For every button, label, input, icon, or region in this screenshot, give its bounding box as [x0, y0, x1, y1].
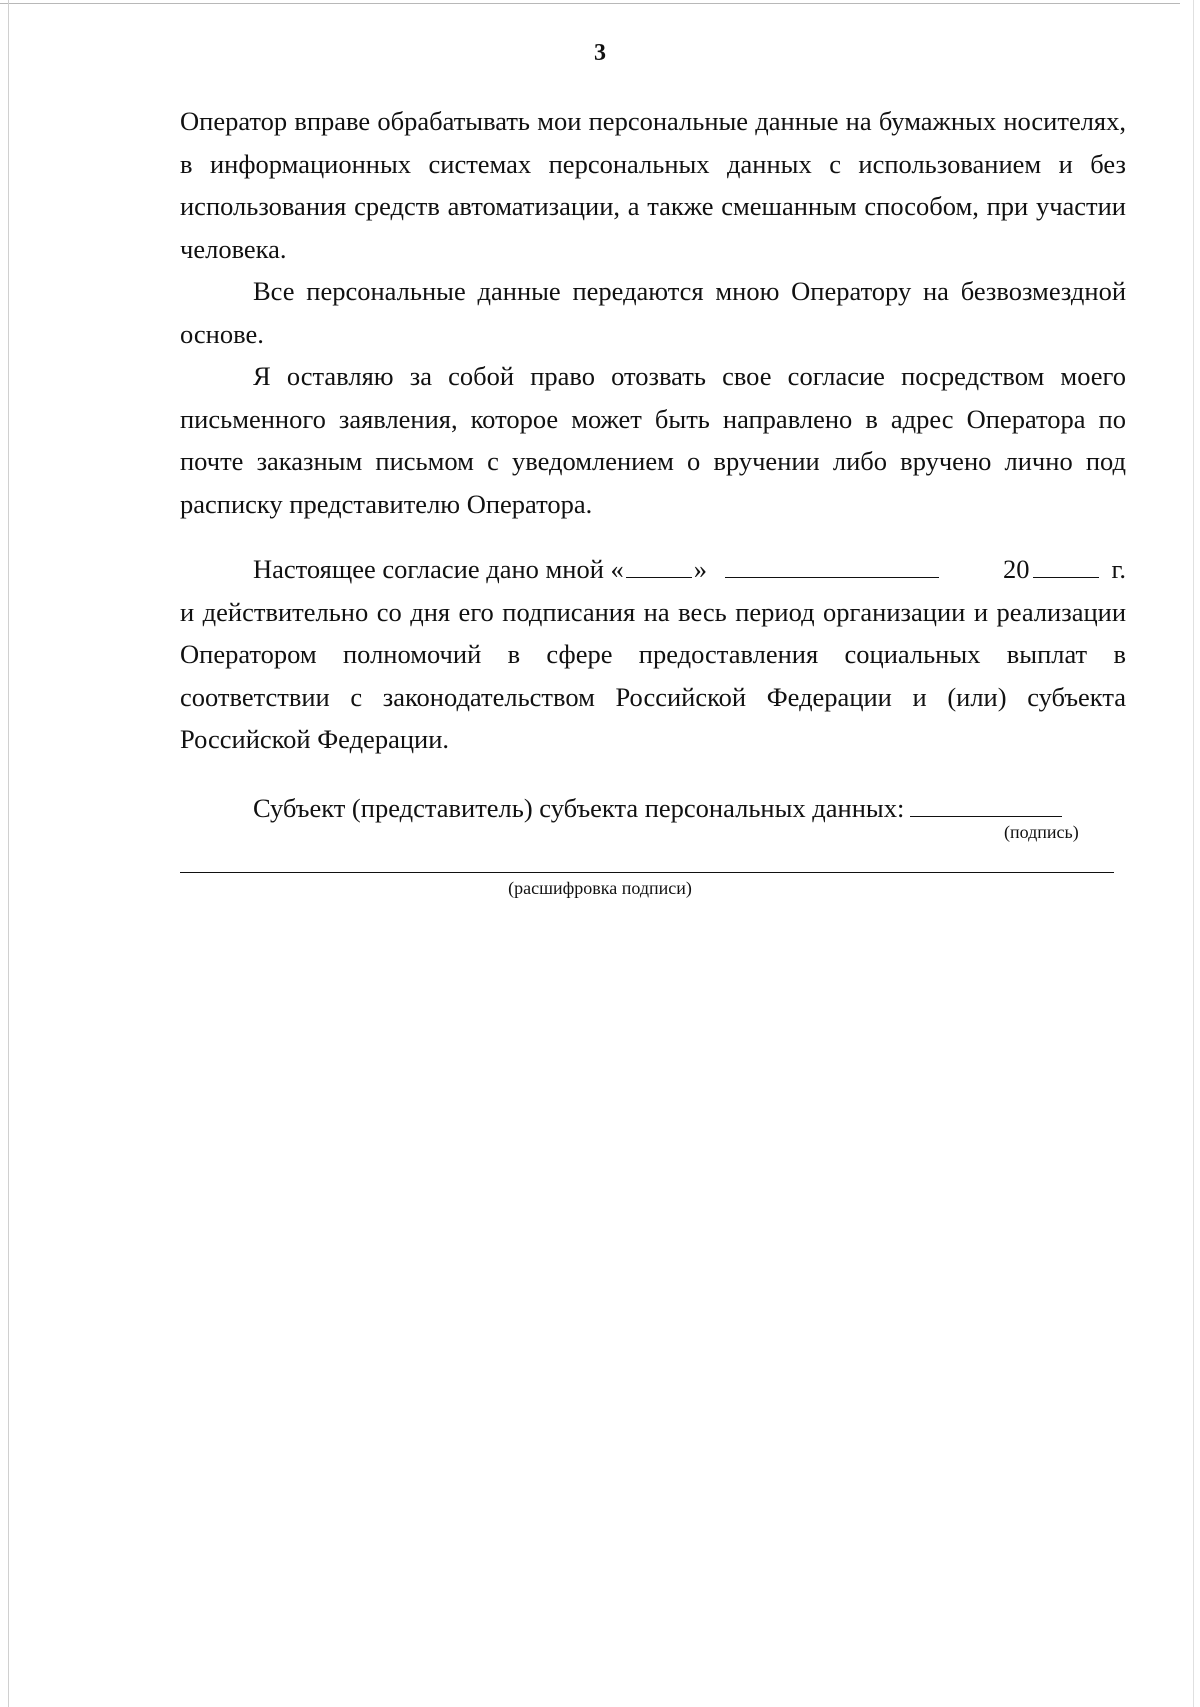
paragraph-free-transfer — [180, 270, 1126, 355]
signature-decode-line[interactable] — [180, 872, 1114, 873]
paragraph-operator-rights — [180, 100, 1126, 270]
scan-edge-right — [1193, 0, 1194, 1707]
scan-edge-left — [8, 0, 9, 1707]
day-blank-field[interactable] — [626, 549, 692, 578]
signature-blank-field[interactable] — [910, 790, 1062, 817]
signature-decode-caption: (расшифровка подписи) — [508, 878, 692, 898]
paragraph-revoke-text: Я оставляю за собой право отозвать свое согласие посредством моего письменного заявления, которое может быть направлено в адрес Оператора по почте заказным письмом с уведомлением о вручении либо вручено лично под расписку представителю Оператора. — [180, 361, 1126, 519]
paragraph-free-transfer-text: Все персональные данные передаются мною Оператору на безвозмездной основе. — [180, 276, 1126, 349]
signature-block — [253, 790, 1062, 825]
scan-edge-top — [0, 3, 1180, 4]
month-blank-field[interactable] — [725, 549, 939, 578]
signature-caption: (подпись) — [1004, 822, 1079, 842]
page-number: 3 — [594, 40, 606, 66]
signature-label: Субъект (представитель) субъекта персональных данных: — [253, 793, 905, 823]
paragraph-revoke-consent — [180, 355, 1126, 525]
paragraph-operator-text: Оператор вправе обрабатывать мои персональные данные на бумажных носителях, в информационных системах персональных данных с использованием и без использования средств автоматизации, а также смешанным способом, при участии человека. — [180, 106, 1126, 264]
consent-date-line — [180, 548, 1126, 591]
consent-year-suffix: г. — [1111, 554, 1126, 584]
consent-lead-text: Настоящее согласие дано мной « — [253, 554, 624, 584]
consent-rest-text: и действительно со дня его подписания на весь период организации и реализации Оператором полномочий в сфере предоставления социальных выплат в соответствии с законодательством Российской Федерации и (или) субъекта Российской Федерации. — [180, 596, 1126, 754]
paragraph-consent-date — [180, 548, 1126, 761]
consent-century: 20 — [1002, 554, 1030, 584]
consent-close-quote: » — [693, 554, 708, 584]
year-blank-field[interactable] — [1033, 549, 1099, 578]
